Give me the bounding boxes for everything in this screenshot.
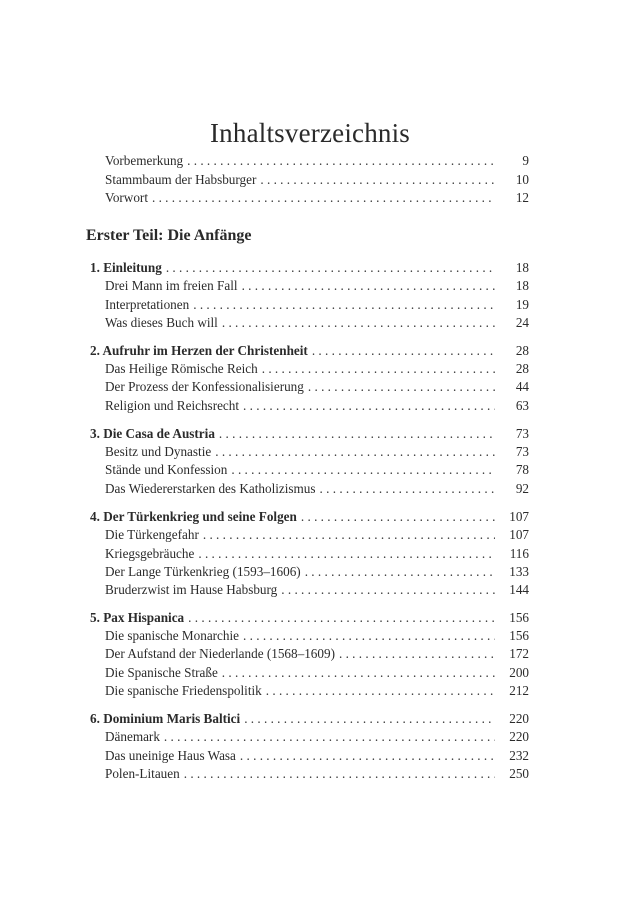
section-label: Das uneinige Haus Wasa — [105, 748, 236, 763]
dot-leader — [308, 378, 495, 396]
page-number: 250 — [509, 766, 529, 781]
dot-leader — [231, 461, 495, 479]
page-number: 78 — [515, 462, 529, 477]
toc-section[interactable] — [105, 645, 529, 663]
dot-leader — [184, 765, 495, 783]
page-number: 12 — [515, 190, 529, 205]
toc-section[interactable] — [105, 378, 529, 396]
page-number: 9 — [522, 153, 529, 168]
toc-entry-stammbaum[interactable] — [105, 171, 529, 189]
toc-section[interactable] — [105, 765, 529, 783]
page-number: 232 — [509, 748, 529, 763]
page-number: 212 — [509, 683, 529, 698]
dot-leader — [305, 563, 495, 581]
page-number: 107 — [509, 527, 529, 542]
section-label: Drei Mann im freien Fall — [105, 278, 238, 293]
dot-leader — [188, 609, 495, 627]
page-number: 220 — [509, 729, 529, 744]
dot-leader — [164, 728, 495, 746]
toc-chapter-4[interactable] — [90, 508, 529, 526]
dot-leader — [312, 342, 495, 360]
dot-leader — [320, 480, 495, 498]
page-number: 116 — [509, 546, 529, 561]
section-label: Was dieses Buch will — [105, 315, 218, 330]
dot-leader — [166, 259, 495, 277]
section-label: Die Türkengefahr — [105, 527, 199, 542]
toc-section[interactable] — [105, 526, 529, 544]
dot-leader — [243, 627, 495, 645]
section-label: Das Wiedererstarken des Katholizismus — [105, 481, 316, 496]
chapter-label: 5. Pax Hispanica — [90, 610, 185, 625]
toc-entry-vorbemerkung[interactable] — [105, 152, 529, 170]
dot-leader — [244, 710, 495, 728]
section-label: Besitz und Dynastie — [105, 444, 212, 459]
toc-section[interactable] — [105, 664, 529, 682]
dot-leader — [222, 664, 495, 682]
page-number: 18 — [515, 278, 529, 293]
section-label: Stände und Konfession — [105, 462, 228, 477]
page-number: 19 — [515, 297, 529, 312]
dot-leader — [242, 277, 495, 295]
toc-section[interactable] — [105, 277, 529, 295]
dot-leader — [203, 526, 495, 544]
toc-section[interactable] — [105, 581, 529, 599]
toc-section[interactable] — [105, 545, 529, 563]
toc-section[interactable] — [105, 397, 529, 415]
page-title: Inhaltsverzeichnis — [209, 118, 411, 149]
page-number: 200 — [509, 665, 529, 680]
dot-leader — [260, 171, 495, 189]
toc-section[interactable] — [105, 461, 529, 479]
section-label: Religion und Reichsrecht — [105, 398, 240, 413]
toc-section[interactable] — [105, 314, 529, 332]
toc-chapter-2[interactable] — [90, 342, 529, 360]
dot-leader — [198, 545, 495, 563]
section-label: Die spanische Monarchie — [105, 628, 240, 643]
page-number: 133 — [509, 564, 529, 579]
toc-section[interactable] — [105, 728, 529, 746]
section-label: Die spanische Friedenspolitik — [105, 683, 262, 698]
section-label: Der Lange Türkenkrieg (1593–1606) — [105, 564, 301, 579]
section-label: Polen-Litauen — [105, 766, 180, 781]
page-number: 144 — [509, 582, 529, 597]
chapter-label: 1. Einleitung — [90, 260, 162, 275]
dot-leader — [339, 645, 495, 663]
page-number: 107 — [509, 509, 529, 524]
dot-leader — [243, 397, 495, 415]
toc-section[interactable] — [105, 480, 529, 498]
toc-section[interactable] — [105, 296, 529, 314]
toc-entry-vorwort[interactable] — [105, 189, 529, 207]
toc-chapter-1[interactable] — [90, 259, 529, 277]
toc-section[interactable] — [105, 443, 529, 461]
page-number: 172 — [509, 646, 529, 661]
page-number: 24 — [515, 315, 529, 330]
chapter-label: 3. Die Casa de Austria — [90, 426, 215, 441]
dot-leader — [219, 425, 495, 443]
dot-leader — [266, 682, 495, 700]
dot-leader — [301, 508, 495, 526]
section-label: Kriegsgebräuche — [105, 546, 195, 561]
toc-section[interactable] — [105, 627, 529, 645]
section-label: Der Aufstand der Niederlande (1568–1609) — [105, 646, 335, 661]
chapter-label: 2. Aufruhr im Herzen der Christenheit — [90, 343, 308, 358]
section-label: Dänemark — [105, 729, 160, 744]
section-label: Die Spanische Straße — [105, 665, 218, 680]
page-number: 63 — [515, 398, 529, 413]
section-label: Interpretationen — [105, 297, 190, 312]
toc-chapter-6[interactable] — [90, 710, 529, 728]
toc-chapter-5[interactable] — [90, 609, 529, 627]
dot-leader — [240, 747, 495, 765]
toc-section[interactable] — [105, 563, 529, 581]
entry-label: Stammbaum der Habsburger — [105, 172, 257, 187]
page-number: 92 — [515, 481, 529, 496]
section-label: Der Prozess der Konfessionalisierung — [105, 379, 304, 394]
dot-leader — [215, 443, 495, 461]
page-number: 28 — [515, 343, 529, 358]
entry-label: Vorwort — [105, 190, 148, 205]
toc-section[interactable] — [105, 682, 529, 700]
dot-leader — [187, 152, 495, 170]
page-number: 73 — [515, 444, 529, 459]
entry-label: Vorbemerkung — [105, 153, 184, 168]
page-number: 156 — [509, 628, 529, 643]
section-label: Das Heilige Römische Reich — [105, 361, 258, 376]
page-number: 44 — [515, 379, 529, 394]
dot-leader — [222, 314, 495, 332]
section-label: Bruderzwist im Hause Habsburg — [105, 582, 278, 597]
toc-section[interactable] — [105, 747, 529, 765]
page-number: 18 — [515, 260, 529, 275]
dot-leader — [193, 296, 495, 314]
dot-leader — [281, 581, 495, 599]
page-number: 28 — [515, 361, 529, 376]
chapter-label: 6. Dominium Maris Baltici — [90, 711, 241, 726]
page-number: 10 — [515, 172, 529, 187]
toc-section[interactable] — [105, 360, 529, 378]
part-heading: Erster Teil: Die Anfänge — [86, 227, 252, 244]
page-number: 156 — [509, 610, 529, 625]
chapter-label: 4. Der Türkenkrieg und seine Folgen — [90, 509, 297, 524]
toc-chapter-3[interactable] — [90, 425, 529, 443]
dot-leader — [152, 189, 495, 207]
dot-leader — [262, 360, 495, 378]
page-number: 220 — [509, 711, 529, 726]
page-number: 73 — [515, 426, 529, 441]
